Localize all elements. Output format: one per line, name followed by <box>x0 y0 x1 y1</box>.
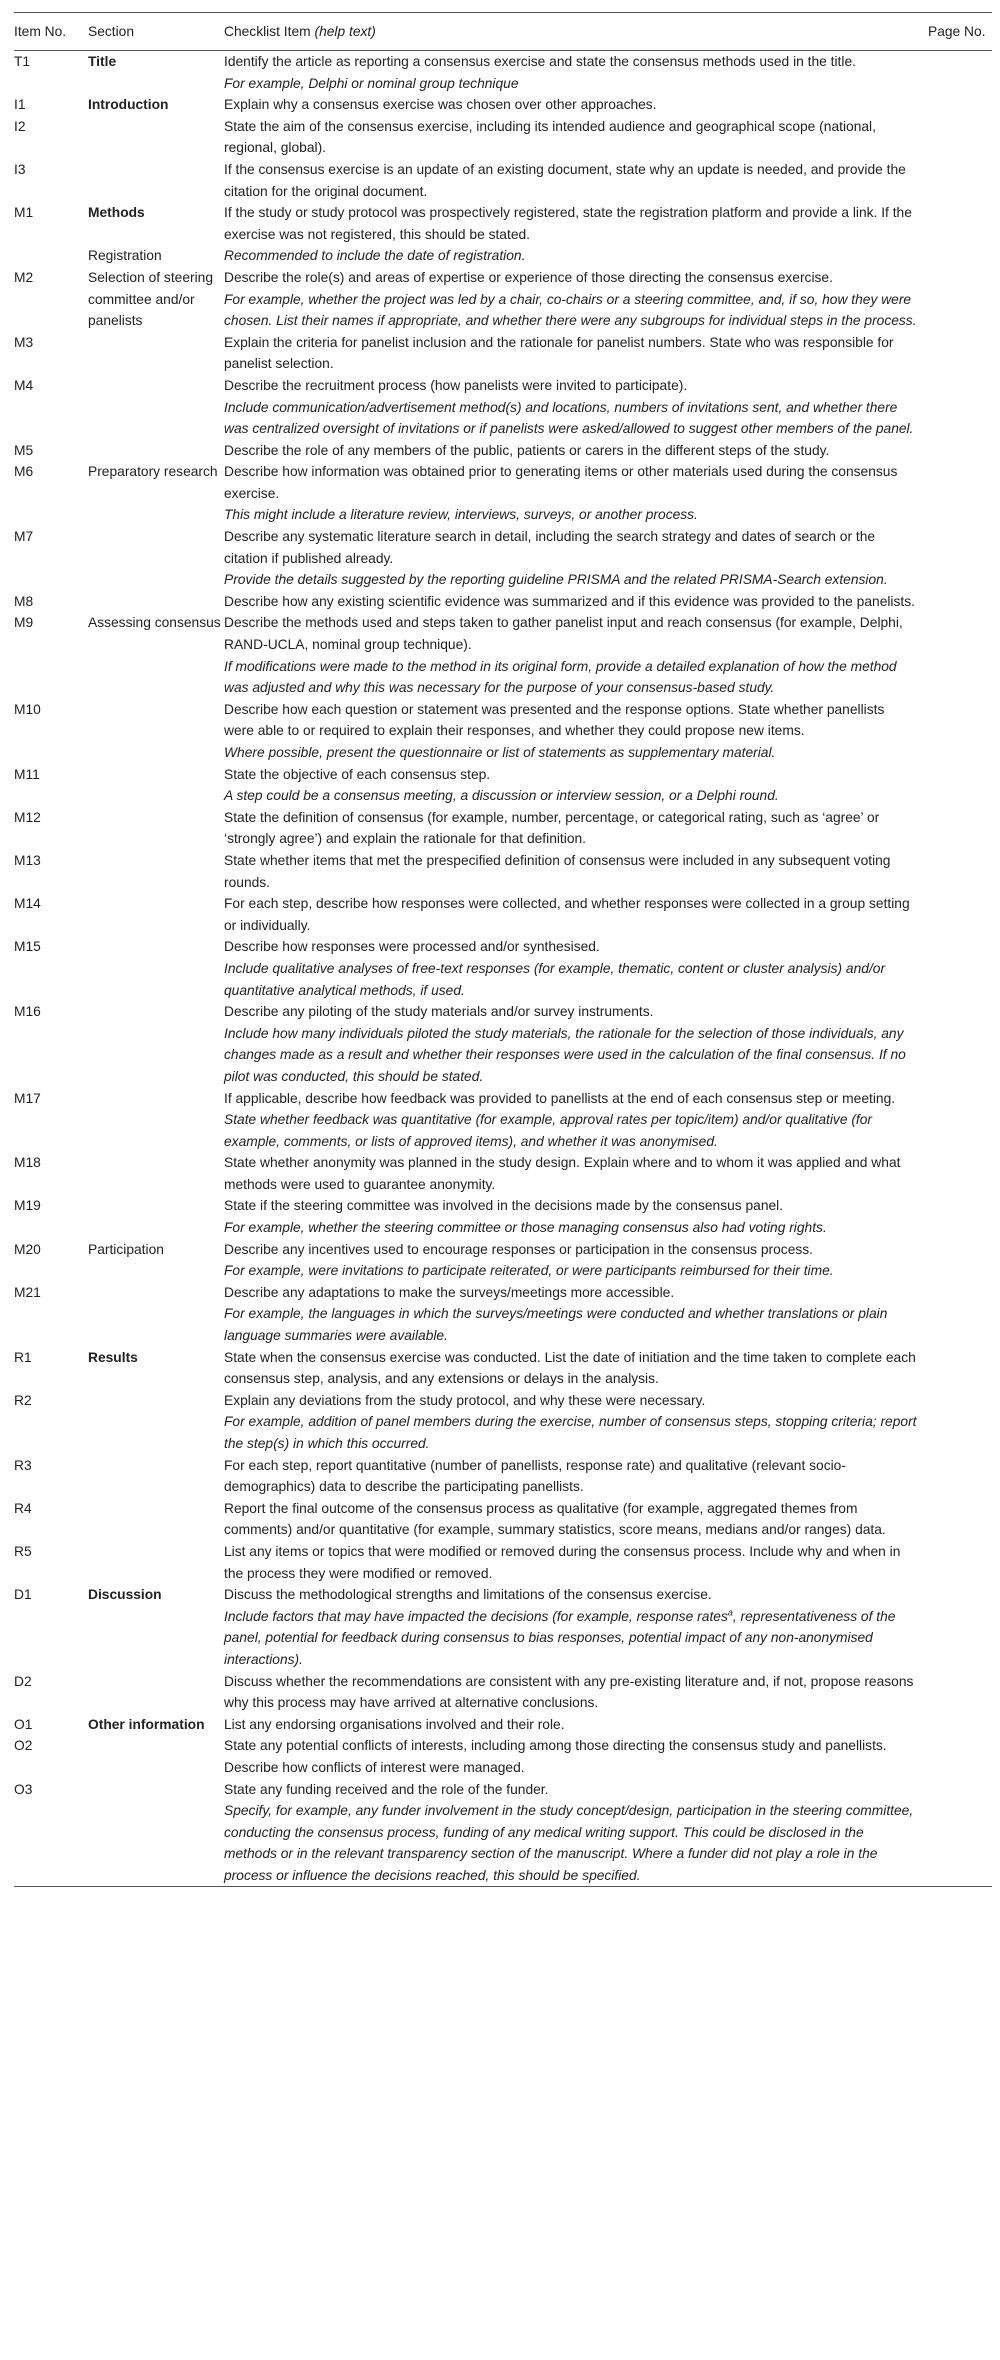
item-number: M17 <box>14 1090 41 1106</box>
page-number-cell <box>928 936 992 1001</box>
checklist-item-text: For each step, report quantitative (number of panellists, response rate) and qualitative (relevant socio-demographics) data to describe the participating panellists. <box>224 1457 846 1495</box>
item-number: D1 <box>14 1587 32 1603</box>
table-row <box>14 245 992 267</box>
checklist-item <box>224 1088 928 1153</box>
header-checklist-label: Checklist Item <box>224 24 311 39</box>
checklist-item-text: Describe the recruitment process (how panelists were invited to participate). <box>224 377 688 393</box>
page-number-cell <box>928 440 992 462</box>
page-number-cell <box>928 1152 992 1195</box>
checklist-item <box>224 591 928 613</box>
checklist-help-text: Recommended to include the date of registration. <box>224 248 526 264</box>
table-body <box>14 51 992 1887</box>
page-number-cell <box>928 159 992 202</box>
section-label <box>88 591 224 613</box>
item-number: M6 <box>14 464 34 480</box>
checklist-help-text: State whether feedback was quantitative (for example, approval rates per topic/item) and/or qualitative (for example, comments, or lists of approved items), and whether it was anonymised. <box>224 1112 873 1149</box>
section-label <box>88 116 224 159</box>
section-label <box>88 1541 224 1584</box>
checklist-item-text: Describe any adaptations to make the surveys/meetings more accessible. <box>224 1284 675 1300</box>
header-item-no: Item No. <box>14 24 67 39</box>
header-section: Section <box>88 24 135 39</box>
page-number-cell <box>928 51 992 95</box>
page-number-cell <box>928 1541 992 1584</box>
table-header <box>14 13 992 51</box>
table-row <box>14 1735 992 1778</box>
checklist-item-text: Describe the role of any members of the public, patients or carers in the different steps of the study. <box>224 442 830 458</box>
section-label: Participation <box>88 1241 164 1257</box>
table-row <box>14 1541 992 1584</box>
table-row <box>14 1714 992 1736</box>
item-number: I1 <box>14 97 26 113</box>
checklist-item <box>224 1541 928 1584</box>
page-number-cell <box>928 1282 992 1347</box>
table-row <box>14 1498 992 1541</box>
item-number: M7 <box>14 529 34 545</box>
checklist-item-text: Discuss whether the recommendations are consistent with any pre-existing literature and, if not, propose reasons why this process may have arrived at alternative conclusions. <box>224 1673 914 1711</box>
item-number: M21 <box>14 1284 41 1300</box>
checklist-item-text: State any funding received and the role of the funder. <box>224 1781 549 1797</box>
item-number: M18 <box>14 1155 41 1171</box>
item-number: R2 <box>14 1392 32 1408</box>
checklist-item <box>224 807 928 850</box>
item-number: M15 <box>14 939 41 955</box>
page-number-cell <box>928 807 992 850</box>
page-number-cell <box>928 850 992 893</box>
checklist-help-text: For example, addition of panel members during the exercise, number of consensus steps, stopping criteria; report the step(s) in which this occurred. <box>224 1414 917 1451</box>
section-label: Introduction <box>88 97 169 113</box>
table-row <box>14 1239 992 1282</box>
footnote-marker: a <box>727 1607 733 1618</box>
section-label <box>88 1455 224 1498</box>
item-number: I2 <box>14 118 26 134</box>
table-row <box>14 1390 992 1455</box>
table-row <box>14 764 992 807</box>
page-number-cell <box>928 332 992 375</box>
section-label <box>88 1779 224 1887</box>
page-number-cell <box>928 1584 992 1670</box>
header-row <box>14 13 992 51</box>
checklist-table <box>14 12 992 1887</box>
table-row <box>14 440 992 462</box>
checklist-item-text: State the definition of consensus (for example, number, percentage, or categorical rating, such as ‘agree’ or ‘strongly agree’) and explain the rationale for that definition. <box>224 809 880 847</box>
section-label <box>88 850 224 893</box>
item-number: M8 <box>14 593 34 609</box>
item-number: D2 <box>14 1673 32 1689</box>
checklist-help-text: For example, whether the project was led by a chair, co-chairs or a steering committee, and, if so, how they were chosen. List their names if appropriate, and whether there were any subgroups for individual steps in the process. <box>224 291 917 329</box>
section-label <box>88 1195 224 1238</box>
checklist-item <box>224 1714 928 1736</box>
item-number: M13 <box>14 852 41 868</box>
table-row <box>14 94 992 116</box>
section-label <box>88 526 224 591</box>
checklist-item <box>224 267 928 332</box>
section-label <box>88 807 224 850</box>
section-label <box>88 764 224 807</box>
checklist-item-text: Explain any deviations from the study protocol, and why these were necessary. <box>224 1392 706 1408</box>
checklist-item-text: Describe how any existing scientific evidence was summarized and if this evidence was provided to the panelists. <box>224 593 915 609</box>
checklist-item-text: If the study or study protocol was prospectively registered, state the registration platform and provide a link. If the exercise was not registered, this should be stated. <box>224 205 912 242</box>
page-number-cell <box>928 202 992 245</box>
page-number-cell <box>928 764 992 807</box>
item-number: T1 <box>14 54 31 69</box>
page-number-cell <box>928 1714 992 1736</box>
item-number: M3 <box>14 334 34 350</box>
page-number-cell <box>928 893 992 936</box>
table-row <box>14 850 992 893</box>
checklist-item <box>224 936 928 1001</box>
header-help-text: (help text) <box>314 24 376 39</box>
table-row <box>14 893 992 936</box>
page-number-cell <box>928 461 992 526</box>
checklist-item <box>224 1498 928 1541</box>
section-label <box>88 1390 224 1455</box>
table-row <box>14 699 992 764</box>
checklist-item-text: Describe how responses were processed and/or synthesised. <box>224 939 600 955</box>
section-label: Assessing consensus <box>88 615 221 631</box>
checklist-item <box>224 1390 928 1455</box>
page-number-cell <box>928 1779 992 1887</box>
section-label: Discussion <box>88 1587 162 1603</box>
checklist-item <box>224 1001 928 1087</box>
table-row <box>14 51 992 95</box>
page-number-cell <box>928 699 992 764</box>
checklist-item <box>224 1735 928 1778</box>
checklist-item <box>224 764 928 807</box>
checklist-item <box>224 699 928 764</box>
table-row <box>14 1584 992 1670</box>
checklist-item <box>224 51 928 95</box>
section-label <box>88 1671 224 1714</box>
checklist-item <box>224 1282 928 1347</box>
table-row <box>14 1347 992 1390</box>
item-number: M5 <box>14 442 34 458</box>
checklist-item-text: Discuss the methodological strengths and limitations of the consensus exercise. <box>224 1587 712 1603</box>
checklist-item <box>224 850 928 893</box>
checklist-help-text: A step could be a consensus meeting, a discussion or interview session, or a Delphi round. <box>224 788 779 804</box>
page-number-cell <box>928 1735 992 1778</box>
item-number: R4 <box>14 1500 32 1516</box>
item-number: O2 <box>14 1738 33 1754</box>
item-number <box>14 245 88 267</box>
section-label: Selection of steering committee and/or panelists <box>88 269 214 329</box>
table-row <box>14 267 992 332</box>
section-label: Registration <box>88 248 162 264</box>
checklist-item-text: Identify the article as reporting a consensus exercise and state the consensus methods used in the title. <box>224 54 856 69</box>
checklist-item-text: Describe any systematic literature search in detail, including the search strategy and dates of search or the citation if published already. <box>224 529 876 566</box>
checklist-help-text: Include how many individuals piloted the study materials, the rationale for the selection of those individuals, any changes made as a result and whether their responses were used in the calculation of the final consensus. If no pilot was conducted, this should be stated. <box>224 1025 906 1084</box>
page-number-cell <box>928 375 992 440</box>
checklist-item <box>224 159 928 202</box>
item-number: R5 <box>14 1543 32 1559</box>
section-label <box>88 159 224 202</box>
page-number-cell <box>928 267 992 332</box>
checklist-item-text: State whether anonymity was planned in the study design. Explain where and to whom it was applied and what methods were used to guarantee anonymity. <box>224 1155 901 1192</box>
checklist-item-text: Report the final outcome of the consensus process as qualitative (for example, aggregated themes from comments) and/or quantitative (for example, summary statistics, score means, medians and/or ranges) data. <box>224 1500 886 1538</box>
page-number-cell <box>928 1347 992 1390</box>
section-label <box>88 699 224 764</box>
checklist-item <box>224 202 928 245</box>
table-row <box>14 1088 992 1153</box>
item-number: M14 <box>14 896 41 912</box>
checklist-help-text: For example, Delphi or nominal group technique <box>224 75 519 91</box>
section-label <box>88 332 224 375</box>
page-number-cell <box>928 94 992 116</box>
section-label: Methods <box>88 205 145 221</box>
item-number: M19 <box>14 1198 41 1214</box>
checklist-item-text: Describe how information was obtained prior to generating items or other materials used during the consensus exercise. <box>224 464 898 501</box>
section-label: Other information <box>88 1716 205 1732</box>
checklist-help-text: If modifications were made to the method in its original form, provide a detailed explanation of how the method was adjusted and why this was necessary for the purpose of your consensus-based study. <box>224 658 897 696</box>
page-number-cell <box>928 1088 992 1153</box>
item-number: M4 <box>14 377 34 393</box>
checklist-item <box>224 116 928 159</box>
checklist-item <box>224 612 928 698</box>
item-number: M9 <box>14 615 34 631</box>
table-row <box>14 1152 992 1195</box>
checklist-item <box>224 526 928 591</box>
checklist-item-text: State the objective of each consensus step. <box>224 766 491 782</box>
checklist-help-text: Provide the details suggested by the reporting guideline PRISMA and the related PRISMA-Search extension. <box>224 572 888 588</box>
checklist-item <box>224 375 928 440</box>
page-number-cell <box>928 1001 992 1087</box>
item-number: R3 <box>14 1457 32 1473</box>
header-checklist-item <box>224 13 928 51</box>
section-label <box>88 375 224 440</box>
page-number-cell <box>928 1239 992 1282</box>
page-number-cell <box>928 526 992 591</box>
checklist-item <box>224 893 928 936</box>
page-number-cell <box>928 1498 992 1541</box>
item-number: M10 <box>14 701 41 717</box>
page-number-cell <box>928 1455 992 1498</box>
checklist-help-text: For example, were invitations to participate reiterated, or were participants reimbursed for their time. <box>224 1263 834 1279</box>
section-label <box>88 1282 224 1347</box>
checklist-item <box>224 1347 928 1390</box>
table-row <box>14 591 992 613</box>
item-number: O1 <box>14 1716 33 1732</box>
checklist-item <box>224 1455 928 1498</box>
section-label: Preparatory research <box>88 464 218 480</box>
table-row <box>14 1779 992 1887</box>
checklist-item-text: Describe how each question or statement was presented and the response options. State whether panellists were able to or required to explain their responses, and whether they could propose new items. <box>224 701 885 739</box>
table-row <box>14 461 992 526</box>
item-number: M1 <box>14 205 34 221</box>
header-page-no: Page No. <box>928 24 986 39</box>
section-label: Title <box>88 54 117 69</box>
table-row <box>14 1001 992 1087</box>
section-label: Results <box>88 1349 138 1365</box>
checklist-item-text: List any endorsing organisations involved and their role. <box>224 1716 565 1732</box>
item-number: M11 <box>14 766 40 782</box>
item-number: I3 <box>14 161 26 177</box>
checklist-item-text: List any items or topics that were modified or removed during the consensus process. Include why and when in the process they were modified or removed. <box>224 1543 901 1581</box>
checklist-item <box>224 1671 928 1714</box>
checklist-item-text: If applicable, describe how feedback was provided to panellists at the end of each consensus step or meeting. <box>224 1090 896 1106</box>
table-row <box>14 375 992 440</box>
checklist-item <box>224 94 928 116</box>
checklist-help-text: Include communication/advertisement method(s) and locations, numbers of invitations sent, and whether there was centralized oversight of invitations or if panelists were asked/allowed to suggest other members of the panel. <box>224 399 914 437</box>
section-label <box>88 1088 224 1153</box>
page-number-cell <box>928 612 992 698</box>
checklist-item <box>224 245 928 267</box>
table-row <box>14 159 992 202</box>
checklist-item-text: Describe the methods used and steps taken to gather panelist input and reach consensus (for example, Delphi, RAND-UCLA, nominal group technique). <box>224 615 903 653</box>
help-text-part: Include factors that may have impacted the decisions (for example, response rates <box>224 1608 728 1624</box>
table-row <box>14 332 992 375</box>
checklist-item-text: State any potential conflicts of interests, including among those directing the consensus study and panellists. Describe how conflicts of interest were managed. <box>224 1738 887 1775</box>
section-label <box>88 1152 224 1195</box>
checklist-help-text: This might include a literature review, interviews, surveys, or another process. <box>224 507 698 523</box>
checklist-help-text: Where possible, present the questionnaire or list of statements as supplementary material. <box>224 745 776 760</box>
section-label <box>88 1001 224 1087</box>
checklist-item-text: Describe any piloting of the study materials and/or survey instruments. <box>224 1004 654 1020</box>
page-number-cell <box>928 1390 992 1455</box>
item-number: R1 <box>14 1349 32 1365</box>
checklist-help-text: For example, whether the steering committee or those managing consensus also had voting rights. <box>224 1220 827 1236</box>
checklist-item-text: State when the consensus exercise was conducted. List the date of initiation and the time taken to complete each consensus step, analysis, and any extensions or delays in the analysis. <box>224 1349 916 1387</box>
item-number: M2 <box>14 269 34 285</box>
table-row <box>14 936 992 1001</box>
checklist-item <box>224 332 928 375</box>
table-row <box>14 1671 992 1714</box>
page-number-cell <box>928 116 992 159</box>
checklist-item <box>224 440 928 462</box>
page-number-cell <box>928 591 992 613</box>
item-number: O3 <box>14 1781 33 1797</box>
checklist-item-text: For each step, describe how responses were collected, and whether responses were collected in a group setting or individually. <box>224 896 910 933</box>
table-row <box>14 1455 992 1498</box>
item-number: M12 <box>14 809 41 825</box>
checklist-item <box>224 1195 928 1238</box>
table-row <box>14 526 992 591</box>
checklist-item-text: State if the steering committee was involved in the decisions made by the consensus panel. <box>224 1198 784 1214</box>
table-row <box>14 612 992 698</box>
item-number: M16 <box>14 1004 41 1020</box>
checklist-help-text: For example, the languages in which the surveys/meetings were conducted and whether translations or plain language summaries were available. <box>224 1306 888 1344</box>
checklist-item <box>224 1584 928 1670</box>
table-row <box>14 1282 992 1347</box>
table-row <box>14 807 992 850</box>
page-number-cell <box>928 1195 992 1238</box>
checklist-item <box>224 1779 928 1887</box>
section-label <box>88 1735 224 1778</box>
checklist-help-text <box>224 1606 918 1671</box>
page-number-cell <box>928 1671 992 1714</box>
page-number-cell <box>928 245 992 267</box>
table-row <box>14 116 992 159</box>
checklist-item-text: Describe the role(s) and areas of expertise or experience of those directing the consensus exercise. <box>224 269 833 285</box>
section-label <box>88 893 224 936</box>
section-label <box>88 936 224 1001</box>
table-row <box>14 202 992 245</box>
checklist-item-text: Describe any incentives used to encourage responses or participation in the consensus process. <box>224 1241 814 1257</box>
checklist-item-text: Explain the criteria for panelist inclusion and the rationale for panelist numbers. State who was responsible for panelist selection. <box>224 334 894 372</box>
checklist-item-text: If the consensus exercise is an update of an existing document, state why an update is needed, and provide the citation for the original document. <box>224 161 906 199</box>
section-label <box>88 1498 224 1541</box>
checklist-item <box>224 461 928 526</box>
checklist-item <box>224 1152 928 1195</box>
checklist-help-text: Include qualitative analyses of free-text responses (for example, thematic, content or cluster analysis) and/or quantitative analytical methods, if used. <box>224 960 886 998</box>
checklist-item <box>224 1239 928 1282</box>
section-label <box>88 440 224 462</box>
item-number: M20 <box>14 1241 41 1257</box>
checklist-item-text: State the aim of the consensus exercise, including its intended audience and geographical scope (national, regional, global). <box>224 118 876 156</box>
checklist-item-text: State whether items that met the prespecified definition of consensus were included in any subsequent voting rounds. <box>224 852 891 890</box>
checklist-item-text: Explain why a consensus exercise was chosen over other approaches. <box>224 97 657 113</box>
help-text-part: , representativeness of the panel, potential for feedback during consensus to bias responses, potential impact of any non-anonymised interactions). <box>224 1608 896 1667</box>
checklist-help-text: Specify, for example, any funder involvement in the study concept/design, participation in the steering committee, conducting the consensus process, funding of any medical writing support. This could be disclosed in the methods or in the relevant transparency section of the manuscript. Where a funder did not play a role in the process or influence the decisions reached, this should be specified. <box>224 1803 914 1883</box>
table-row <box>14 1195 992 1238</box>
